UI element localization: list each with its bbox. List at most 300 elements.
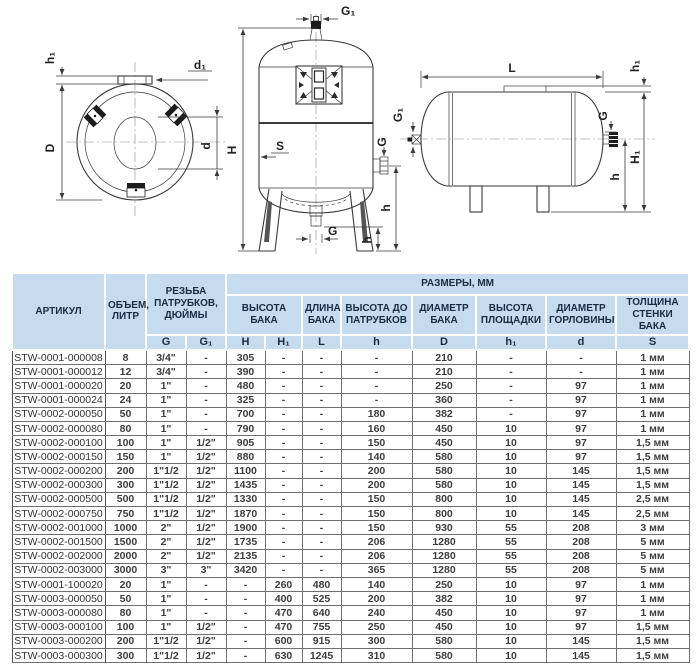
value-cell: - (302, 407, 341, 421)
top-platform-side (504, 86, 546, 92)
value-cell: 580 (412, 450, 476, 464)
table-row (12, 606, 689, 620)
value-cell: 450 (412, 606, 476, 620)
dim-label-h-bottom: h (360, 236, 374, 244)
article-cell: STW-0001-000012 (12, 365, 105, 379)
value-cell: - (265, 521, 302, 535)
value-cell: - (302, 464, 341, 478)
value-cell: 1/2" (186, 634, 226, 648)
value-cell: 1"1/2 (146, 464, 186, 478)
value-cell: 145 (546, 648, 616, 662)
value-cell: - (302, 421, 341, 435)
table-row (12, 478, 689, 492)
article-cell: STW-0001-000008 (12, 350, 105, 365)
table-row (12, 507, 689, 521)
value-cell: 150 (341, 492, 412, 506)
value-cell: 1280 (412, 535, 476, 549)
col-header-neck-diameter: ДИАМЕТР ГОРЛОВИНЫ (546, 295, 616, 335)
value-cell: 50 (105, 592, 146, 606)
value-cell: 1"1/2 (146, 478, 186, 492)
dim-label-G-side: G (375, 137, 389, 147)
tank-leg (537, 186, 549, 212)
value-cell: 310 (341, 648, 412, 662)
value-cell: 400 (265, 592, 302, 606)
dim-label-D: D (43, 143, 57, 153)
value-cell: 1435 (226, 478, 265, 492)
header-row-groups (12, 273, 689, 295)
value-cell: 100 (105, 436, 146, 450)
col-header-wall-thickness: ТОЛЩИНА СТЕНКИ БАКА (616, 295, 689, 335)
value-cell: 450 (412, 436, 476, 450)
article-cell: STW-0002-000100 (12, 436, 105, 450)
dim-label-d: d (199, 142, 213, 150)
value-cell: - (546, 350, 616, 365)
col-header-article: АРТИКУЛ (12, 273, 105, 350)
value-cell: 200 (105, 634, 146, 648)
tank-foot (84, 105, 107, 128)
value-cell: 1/2" (186, 507, 226, 521)
value-cell: 3/4" (146, 350, 186, 365)
value-cell: 1" (146, 577, 186, 591)
value-cell: 905 (226, 436, 265, 450)
value-cell: 1735 (226, 535, 265, 549)
table-row (12, 365, 689, 379)
value-cell: 55 (476, 549, 546, 563)
dim-label-G-side-view: G (596, 111, 610, 121)
value-cell: 10 (476, 620, 546, 634)
value-cell: - (265, 478, 302, 492)
value-cell: 1 мм (616, 379, 689, 393)
value-cell: 97 (546, 379, 616, 393)
value-cell: 180 (341, 407, 412, 421)
value-cell: 3/4" (146, 365, 186, 379)
value-cell: - (302, 492, 341, 506)
value-cell: 1 мм (616, 421, 689, 435)
value-cell: 1245 (302, 648, 341, 662)
value-cell: 1"1/2 (146, 648, 186, 662)
tank-foot (165, 104, 188, 127)
table-row (12, 407, 689, 421)
article-cell: STW-0002-003000 (12, 563, 105, 577)
value-cell: - (302, 365, 341, 379)
unit-letter: D (412, 335, 476, 350)
value-cell: 1330 (226, 492, 265, 506)
value-cell: 250 (341, 620, 412, 634)
article-cell: STW-0001-100020 (12, 577, 105, 591)
value-cell: 1,5 мм (616, 634, 689, 648)
value-cell: - (186, 365, 226, 379)
value-cell: 2" (146, 521, 186, 535)
value-cell: 5 мм (616, 563, 689, 577)
table-row (12, 421, 689, 435)
value-cell: - (476, 365, 546, 379)
unit-letter: H₁ (265, 335, 302, 350)
value-cell: - (302, 450, 341, 464)
value-cell: 140 (341, 577, 412, 591)
value-cell: 450 (412, 421, 476, 435)
value-cell: 1,5 мм (616, 450, 689, 464)
value-cell: 10 (476, 436, 546, 450)
dim-label-h-side: h (379, 204, 393, 212)
value-cell: 24 (105, 393, 146, 407)
value-cell: - (341, 350, 412, 365)
value-cell: 200 (341, 592, 412, 606)
value-cell: - (302, 379, 341, 393)
value-cell: 2135 (226, 549, 265, 563)
value-cell: 1280 (412, 563, 476, 577)
article-cell: STW-0002-000080 (12, 421, 105, 435)
value-cell: 1"1/2 (146, 492, 186, 506)
value-cell: 1/2" (186, 492, 226, 506)
value-cell: - (476, 379, 546, 393)
unit-letter: L (302, 335, 341, 350)
value-cell: 97 (546, 620, 616, 634)
dim-label-H: H (225, 145, 239, 155)
article-cell: STW-0003-000300 (12, 648, 105, 662)
value-cell: - (341, 365, 412, 379)
value-cell: 525 (302, 592, 341, 606)
value-cell: - (226, 620, 265, 634)
dim-label-h-side-view: h (608, 173, 622, 181)
dim-label-G-bottom: G (328, 224, 338, 238)
table-row (12, 549, 689, 563)
value-cell: 930 (412, 521, 476, 535)
value-cell: - (265, 549, 302, 563)
col-header-height-to-connections: ВЫСОТА ДО ПАТРУБКОВ (341, 295, 412, 335)
value-cell: 55 (476, 521, 546, 535)
value-cell: 145 (546, 634, 616, 648)
value-cell: 480 (302, 577, 341, 591)
value-cell: 915 (302, 634, 341, 648)
value-cell: 145 (546, 478, 616, 492)
value-cell: 160 (341, 421, 412, 435)
value-cell: 755 (302, 620, 341, 634)
value-cell: 1 мм (616, 350, 689, 365)
value-cell: - (186, 577, 226, 591)
value-cell: 10 (476, 592, 546, 606)
table-row (12, 535, 689, 549)
value-cell: 5 мм (616, 535, 689, 549)
value-cell: 150 (341, 436, 412, 450)
value-cell: 20 (105, 379, 146, 393)
value-cell: 97 (546, 577, 616, 591)
value-cell: 365 (341, 563, 412, 577)
drawing-side-view (391, 60, 655, 212)
value-cell: 2000 (105, 549, 146, 563)
value-cell: 1,5 мм (616, 620, 689, 634)
value-cell: - (341, 379, 412, 393)
value-cell: 206 (341, 535, 412, 549)
value-cell: 10 (476, 492, 546, 506)
value-cell: - (265, 379, 302, 393)
article-cell: STW-0002-001000 (12, 521, 105, 535)
value-cell: 480 (226, 379, 265, 393)
article-cell: STW-0002-000050 (12, 407, 105, 421)
value-cell: - (302, 436, 341, 450)
value-cell: - (476, 393, 546, 407)
unit-letter: h (341, 335, 412, 350)
value-cell: 206 (341, 549, 412, 563)
value-cell: 3" (146, 563, 186, 577)
value-cell: - (265, 436, 302, 450)
value-cell: - (265, 464, 302, 478)
value-cell: 470 (265, 606, 302, 620)
value-cell: 1/2" (186, 464, 226, 478)
value-cell: 750 (105, 507, 146, 521)
value-cell: 80 (105, 421, 146, 435)
drawing-top-view (43, 52, 226, 218)
value-cell: 3 мм (616, 521, 689, 535)
value-cell: 305 (226, 350, 265, 365)
table-row (12, 521, 689, 535)
table-row (12, 592, 689, 606)
value-cell: - (265, 393, 302, 407)
tank-drawings-svg (0, 0, 700, 268)
col-header-platform-height: ВЫСОТА ПЛОЩАДКИ (476, 295, 546, 335)
spec-table (11, 272, 690, 663)
value-cell: 1 мм (616, 592, 689, 606)
col-header-dimensions: РАЗМЕРЫ, ММ (226, 273, 689, 295)
value-cell: 450 (412, 620, 476, 634)
value-cell: 3420 (226, 563, 265, 577)
value-cell: 640 (302, 606, 341, 620)
dim-label-S: S (275, 139, 285, 153)
value-cell: 600 (265, 634, 302, 648)
value-cell: - (302, 393, 341, 407)
value-cell: 1 мм (616, 393, 689, 407)
spec-table-body (12, 350, 689, 663)
value-cell: 1" (146, 393, 186, 407)
value-cell: 8 (105, 350, 146, 365)
value-cell: 250 (412, 577, 476, 591)
value-cell: - (476, 350, 546, 365)
value-cell: 1000 (105, 521, 146, 535)
value-cell: 1500 (105, 535, 146, 549)
value-cell: 55 (476, 535, 546, 549)
value-cell: 97 (546, 606, 616, 620)
value-cell: - (226, 577, 265, 591)
value-cell: - (302, 535, 341, 549)
unit-letter: G₁ (186, 335, 226, 350)
value-cell: - (226, 606, 265, 620)
table-row (12, 450, 689, 464)
value-cell: 580 (412, 478, 476, 492)
value-cell: 1,5 мм (616, 464, 689, 478)
dim-label-h1-top-view: h₁ (43, 51, 57, 65)
label-plate (296, 66, 342, 104)
value-cell: - (265, 450, 302, 464)
dim-label-G1-side-view: G₁ (391, 107, 405, 123)
table-row (12, 436, 689, 450)
unit-letter: h₁ (476, 335, 546, 350)
value-cell: - (186, 350, 226, 365)
value-cell: 880 (226, 450, 265, 464)
table-row (12, 563, 689, 577)
table-row (12, 648, 689, 662)
value-cell: - (186, 393, 226, 407)
value-cell: 1,5 мм (616, 478, 689, 492)
value-cell: 390 (226, 365, 265, 379)
col-header-tank-length: ДЛИНА БАКА (302, 295, 341, 335)
value-cell: 1900 (226, 521, 265, 535)
value-cell: 97 (546, 393, 616, 407)
value-cell: 1100 (226, 464, 265, 478)
table-row (12, 577, 689, 591)
value-cell: 240 (341, 606, 412, 620)
technical-drawings (0, 0, 700, 273)
value-cell: 1/2" (186, 549, 226, 563)
article-cell: STW-0003-000050 (12, 592, 105, 606)
value-cell: - (265, 421, 302, 435)
value-cell: 1" (146, 592, 186, 606)
value-cell: 10 (476, 450, 546, 464)
dim-label-L: L (508, 61, 516, 75)
value-cell: 1870 (226, 507, 265, 521)
value-cell: 12 (105, 365, 146, 379)
article-cell: STW-0002-000750 (12, 507, 105, 521)
value-cell: 3" (186, 563, 226, 577)
value-cell: 1,5 мм (616, 436, 689, 450)
value-cell: 10 (476, 577, 546, 591)
value-cell: 200 (341, 464, 412, 478)
tank-foot (127, 183, 145, 197)
value-cell: 80 (105, 606, 146, 620)
value-cell: 1 мм (616, 407, 689, 421)
value-cell: 1/2" (186, 478, 226, 492)
drawing-front-view (225, 4, 401, 254)
value-cell: 97 (546, 407, 616, 421)
value-cell: 2" (146, 549, 186, 563)
value-cell: 210 (412, 365, 476, 379)
value-cell: 1 мм (616, 365, 689, 379)
value-cell: 10 (476, 634, 546, 648)
value-cell: - (186, 592, 226, 606)
value-cell: 2,5 мм (616, 492, 689, 506)
value-cell: 208 (546, 549, 616, 563)
value-cell: 3000 (105, 563, 146, 577)
dim-label-G1-front: G₁ (341, 4, 356, 18)
value-cell: 200 (341, 478, 412, 492)
value-cell: - (476, 407, 546, 421)
side-connection-right (603, 132, 618, 147)
dim-label-h1-side-view: h₁ (628, 59, 642, 73)
value-cell: 800 (412, 492, 476, 506)
article-cell: STW-0001-000024 (12, 393, 105, 407)
value-cell: 300 (105, 478, 146, 492)
col-header-thread: РЕЗЬБА ПАТРУБКОВ, ДЮЙМЫ (146, 273, 226, 335)
value-cell: 1" (146, 407, 186, 421)
value-cell: 97 (546, 436, 616, 450)
value-cell: 300 (341, 634, 412, 648)
value-cell: 1" (146, 620, 186, 634)
article-cell: STW-0003-000080 (12, 606, 105, 620)
value-cell: 10 (476, 507, 546, 521)
value-cell: 10 (476, 648, 546, 662)
article-cell: STW-0002-002000 (12, 549, 105, 563)
value-cell: - (265, 507, 302, 521)
article-cell: STW-0002-000200 (12, 464, 105, 478)
value-cell: 1/2" (186, 521, 226, 535)
value-cell: 700 (226, 407, 265, 421)
value-cell: 1280 (412, 549, 476, 563)
value-cell: 1/2" (186, 535, 226, 549)
col-header-volume: ОБЪЕМ, ЛИТР (105, 273, 146, 350)
tank-leg (470, 186, 482, 212)
value-cell: 150 (341, 507, 412, 521)
table-row (12, 620, 689, 634)
table-row (12, 350, 689, 365)
value-cell: - (186, 379, 226, 393)
value-cell: 790 (226, 421, 265, 435)
value-cell: 55 (476, 563, 546, 577)
value-cell: 1/2" (186, 648, 226, 662)
value-cell: 97 (546, 592, 616, 606)
table-row (12, 634, 689, 648)
value-cell: 1 мм (616, 606, 689, 620)
value-cell: 1/2" (186, 450, 226, 464)
value-cell: - (265, 535, 302, 549)
dim-label-H1: H₁ (628, 150, 642, 164)
value-cell: 300 (105, 648, 146, 662)
value-cell: 1 мм (616, 577, 689, 591)
unit-letter: S (616, 335, 689, 350)
value-cell: 10 (476, 606, 546, 620)
table-row (12, 464, 689, 478)
article-cell: STW-0003-000200 (12, 634, 105, 648)
value-cell: 200 (105, 464, 146, 478)
value-cell: 20 (105, 577, 146, 591)
value-cell: - (341, 393, 412, 407)
dim-label-d1: d₁ (193, 58, 207, 72)
value-cell: 145 (546, 464, 616, 478)
value-cell: 580 (412, 634, 476, 648)
value-cell: 10 (476, 421, 546, 435)
value-cell: 1" (146, 436, 186, 450)
value-cell: 500 (105, 492, 146, 506)
value-cell: 1/2" (186, 436, 226, 450)
value-cell: 1" (146, 606, 186, 620)
value-cell: 140 (341, 450, 412, 464)
value-cell: - (302, 478, 341, 492)
article-cell: STW-0002-000150 (12, 450, 105, 464)
value-cell: - (302, 507, 341, 521)
value-cell: 1" (146, 450, 186, 464)
article-cell: STW-0001-000020 (12, 379, 105, 393)
value-cell: 360 (412, 393, 476, 407)
table-row (12, 379, 689, 393)
value-cell: 10 (476, 464, 546, 478)
value-cell: 382 (412, 407, 476, 421)
value-cell: 470 (265, 620, 302, 634)
value-cell: 210 (412, 350, 476, 365)
value-cell: 208 (546, 521, 616, 535)
value-cell: - (302, 521, 341, 535)
value-cell: - (302, 350, 341, 365)
value-cell: - (226, 592, 265, 606)
article-cell: STW-0003-000100 (12, 620, 105, 634)
value-cell: 150 (105, 450, 146, 464)
value-cell: - (302, 549, 341, 563)
article-cell: STW-0002-000300 (12, 478, 105, 492)
spec-table-head (12, 273, 689, 350)
value-cell: 97 (546, 450, 616, 464)
value-cell: 2,5 мм (616, 507, 689, 521)
value-cell: 150 (341, 521, 412, 535)
value-cell: 145 (546, 492, 616, 506)
value-cell: 1" (146, 421, 186, 435)
value-cell: 50 (105, 407, 146, 421)
value-cell: 260 (265, 577, 302, 591)
